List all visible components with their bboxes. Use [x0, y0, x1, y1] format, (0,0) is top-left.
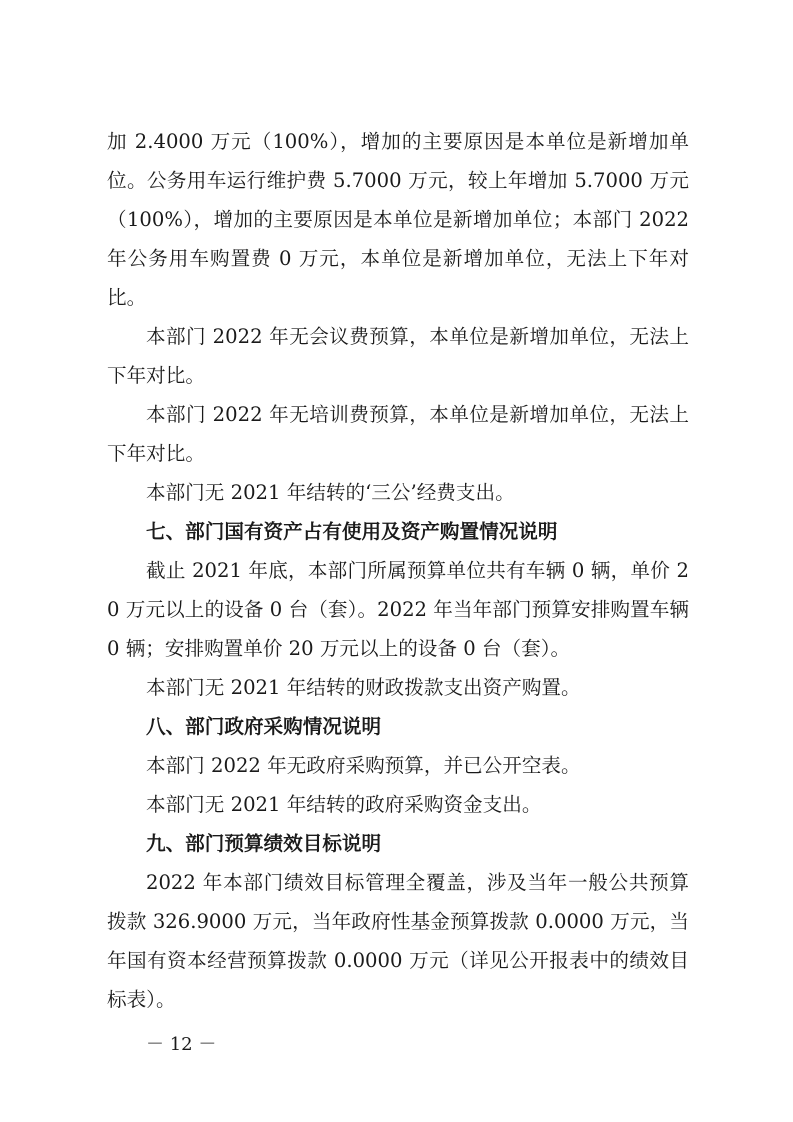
- paragraph-assets: 截止 2021 年底，本部门所属预算单位共有车辆 0 辆，单价 20 万元以上的设备 0 台（套）。2022 年当年部门预算安排购置车辆 0 辆；安排购置单价 20 万元以上的设备 0 台（套）。: [107, 559, 689, 660]
- section-heading-assets: 七、部门国有资产占有使用及资产购置情况说明: [146, 520, 558, 543]
- paragraph-vehicle-costs: 加 2.4000 万元（100%），增加的主要原因是本单位是新增加单位。公务用车运行维护费 5.7000 万元，较上年增加 5.7000 万元（100%），增加的主要原因是本单位是新增加单位；本部门 2022 年公务用车购置费 0 万元，本单位是新增加单位，无法上下年对比。: [107, 130, 689, 309]
- paragraph-meeting-fees: 本部门 2022 年无会议费预算，本单位是新增加单位，无法上下年对比。: [107, 325, 689, 387]
- paragraph-procurement-carryover: 本部门无 2021 年结转的政府采购资金支出。: [146, 793, 542, 816]
- paragraph-asset-carryover: 本部门无 2021 年结转的财政拨款支出资产购置。: [146, 676, 581, 699]
- section-heading-procurement: 八、部门政府采购情况说明: [146, 715, 382, 738]
- paragraph-procurement: 本部门 2022 年无政府采购预算，并已公开空表。: [146, 754, 581, 777]
- paragraph-three-public-carryover: 本部门无 2021 年结转的‘三公’经费支出。: [146, 481, 515, 504]
- paragraph-training-fees: 本部门 2022 年无培训费预算，本单位是新增加单位，无法上下年对比。: [107, 403, 689, 465]
- page-number: － 12 －: [146, 1034, 217, 1055]
- section-heading-performance: 九、部门预算绩效目标说明: [146, 832, 382, 855]
- paragraph-performance: 2022 年本部门绩效目标管理全覆盖，涉及当年一般公共预算拨款 326.9000 万元，当年政府性基金预算拨款 0.0000 万元，当年国有资本经营预算拨款 0.0000 万元（详见公开报表中的绩效目标表）。: [107, 871, 689, 1011]
